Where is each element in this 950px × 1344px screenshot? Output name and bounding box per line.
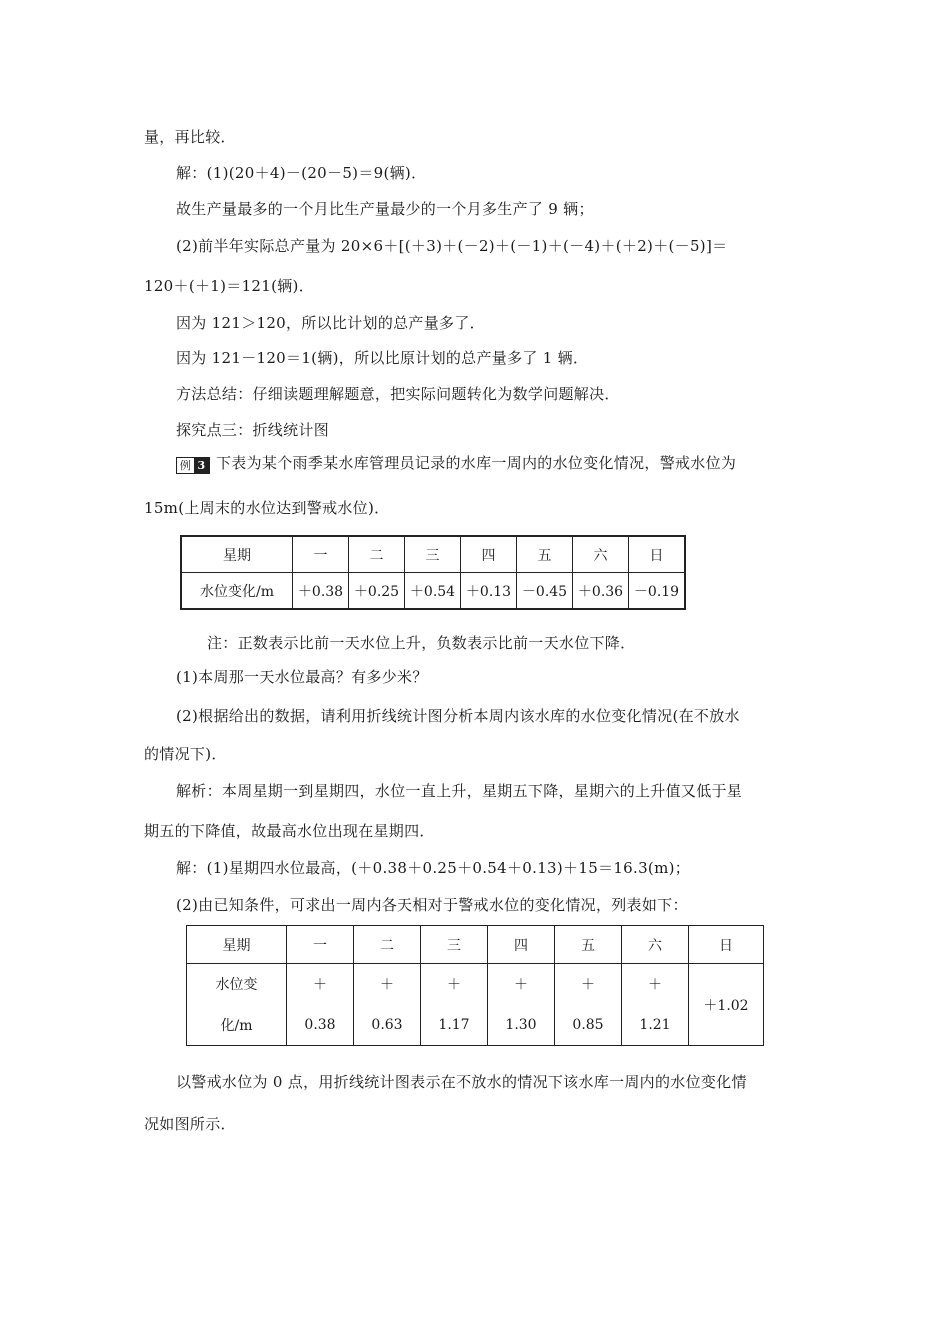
table-day-cell: 二 xyxy=(349,536,405,573)
table-day-cell: 三 xyxy=(405,536,461,573)
text-line: 期五的下降值，故最高水位出现在星期四． xyxy=(144,822,435,840)
text-line: 因为 121－120＝1(辆)，所以比原计划的总产量多了 1 辆． xyxy=(176,349,589,367)
table-value-cell: ＋0.36 xyxy=(573,573,629,610)
table-value-cell: 1.21 xyxy=(622,1004,689,1046)
table-sign-cell: ＋ xyxy=(488,964,555,1005)
text-line: 解：(1)(20＋4)－(20－5)＝9(辆)． xyxy=(176,164,427,182)
text-line: 解析：本周星期一到星期四，水位一直上升，星期五下降，星期六的上升值又低于星 xyxy=(176,782,743,800)
table-row-label: 化/m xyxy=(187,1004,287,1046)
table-day-cell: 四 xyxy=(461,536,517,573)
table-value-cell: 0.63 xyxy=(354,1004,421,1046)
table-value-cell: 1.30 xyxy=(488,1004,555,1046)
section-heading: 探究点三：折线统计图 xyxy=(176,421,330,439)
text-line: 因为 121＞120，所以比计划的总产量多了． xyxy=(176,314,485,332)
table-value-cell: 0.38 xyxy=(287,1004,354,1046)
table-day-cell: 日 xyxy=(629,536,686,573)
table-value-cell: －0.45 xyxy=(517,573,573,610)
note-line: 注：正数表示比前一天水位上升，负数表示比前一天水位下降． xyxy=(207,634,636,652)
table-sign-cell: ＋ xyxy=(555,964,622,1005)
text-line: 解：(1)星期四水位最高，(＋0.38＋0.25＋0.54＋0.13)＋15＝16.3(m)； xyxy=(176,859,691,877)
table-day-cell: 日 xyxy=(689,926,764,964)
text-line: 况如图所示． xyxy=(144,1115,236,1133)
table-sign-cell: ＋ xyxy=(287,964,354,1005)
table-row-label: 水位变 xyxy=(187,964,287,1005)
text-line: (2)前半年实际总产量为 20×6＋[(＋3)＋(－2)＋(－1)＋(－4)＋(＋2)＋(－5)]＝ xyxy=(176,237,728,255)
table-sign-cell: ＋ xyxy=(421,964,488,1005)
table-day-cell: 一 xyxy=(287,926,354,964)
question-line: (1)本周那一天水位最高？有多少米？ xyxy=(176,668,428,686)
water-level-change-table xyxy=(180,535,686,610)
example-badge: 例 3 xyxy=(176,457,210,474)
table-day-cell: 二 xyxy=(354,926,421,964)
text-line: 量，再比较． xyxy=(144,128,236,146)
table-header-cell: 星期 xyxy=(187,926,287,964)
table-value-cell: －0.19 xyxy=(629,573,686,610)
question-line: (2)根据给出的数据，请利用折线统计图分析本周内该水库的水位变化情况(在不放水 xyxy=(176,707,740,725)
table-sign-cell: ＋ xyxy=(354,964,421,1005)
table-day-cell: 一 xyxy=(293,536,349,573)
text-line: 以警戒水位为 0 点，用折线统计图表示在不放水的情况下该水库一周内的水位变化情 xyxy=(176,1073,747,1091)
table-value-cell: 0.85 xyxy=(555,1004,622,1046)
table-day-cell: 五 xyxy=(555,926,622,964)
text-line: (2)由已知条件，可求出一周内各天相对于警戒水位的变化情况，列表如下： xyxy=(176,896,688,914)
table-value-cell: ＋0.38 xyxy=(293,573,349,610)
table-value-cell: ＋0.54 xyxy=(405,573,461,610)
table-value-cell: ＋1.02 xyxy=(689,964,764,1046)
table-day-cell: 六 xyxy=(622,926,689,964)
text-line: 15m(上周末的水位达到警戒水位)． xyxy=(144,499,390,517)
table-value-cell: ＋0.13 xyxy=(461,573,517,610)
table-day-cell: 五 xyxy=(517,536,573,573)
table-day-cell: 四 xyxy=(488,926,555,964)
question-line: 的情况下)． xyxy=(144,745,227,763)
table-row-label: 水位变化/m xyxy=(181,573,293,610)
table-value-cell: 1.17 xyxy=(421,1004,488,1046)
table-day-cell: 三 xyxy=(421,926,488,964)
table-sign-cell: ＋ xyxy=(622,964,689,1005)
example-line: 例 3 下表为某个雨季某水库管理员记录的水库一周内的水位变化情况，警戒水位为 xyxy=(176,453,736,473)
table-value-cell: ＋0.25 xyxy=(349,573,405,610)
cumulative-water-level-table xyxy=(186,925,764,1046)
table-header-cell: 星期 xyxy=(181,536,293,573)
text-line: 方法总结：仔细读题理解题意，把实际问题转化为数学问题解决． xyxy=(176,385,620,403)
text-line: 120＋(＋1)＝121(辆)． xyxy=(144,277,315,295)
text-line: 故生产量最多的一个月比生产量最少的一个月多生产了 9 辆； xyxy=(176,200,594,218)
table-day-cell: 六 xyxy=(573,536,629,573)
